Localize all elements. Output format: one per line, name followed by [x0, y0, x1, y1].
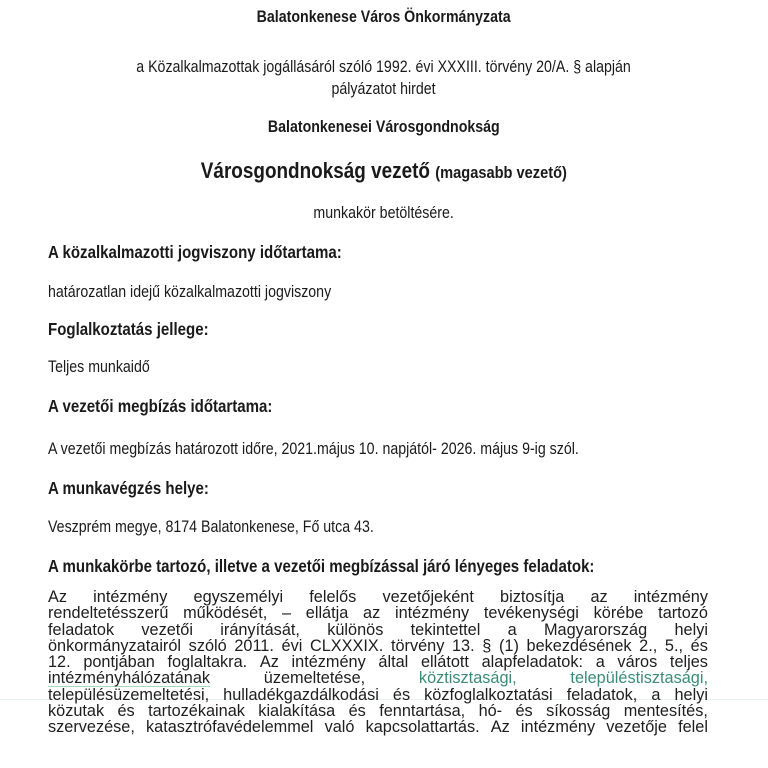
duties-line [48, 670, 708, 686]
section-heading-text: Foglalkoztatás jellege: [48, 319, 209, 339]
duties-word: teljes [669, 653, 708, 672]
duties-word: intézmény [394, 604, 470, 623]
duties-word: közutak [48, 702, 105, 721]
duties-word: foglaltakra. [167, 653, 248, 672]
duties-word: mentesítés, [623, 702, 708, 721]
organization-text: Balatonkenese Város Önkormányzata [257, 8, 511, 26]
section-heading [48, 396, 309, 417]
duties-word: szóló [188, 636, 227, 655]
duties-word: város [617, 653, 658, 672]
duties-word: ellátott [420, 653, 469, 672]
duties-word: és [515, 702, 533, 721]
duties-word: 2011. [234, 636, 274, 655]
duties-word: tekintettel [410, 620, 481, 639]
section-body-text: határozatlan idejű közalkalmazotti jogviszony [48, 283, 332, 301]
section-text [48, 283, 377, 302]
section-heading-text: A vezetői megbízás időtartama: [48, 396, 273, 416]
duties-word: bekezdésének [526, 636, 632, 655]
duties-word: 13. [451, 636, 475, 655]
duties-word: tevékenységi [483, 604, 579, 623]
duties-word: rendeltetésszerű [48, 604, 169, 623]
duties-word: különös [327, 620, 384, 639]
duties-word: szervezése, [48, 718, 135, 737]
position-title [0, 158, 768, 184]
duties-word: kialakítása [258, 702, 336, 721]
duties-word: településtisztasági, [570, 669, 708, 688]
duties-word: irányítását, [220, 620, 300, 639]
duties-word: által [378, 653, 409, 672]
duties-word: hulladékgazdálkodási [223, 685, 379, 704]
section-heading [48, 556, 683, 577]
position-title-text: Városgondnokság vezető [200, 158, 431, 183]
duties-word: körébe [593, 604, 644, 623]
duties-paragraph [48, 589, 708, 736]
duties-word: – [281, 604, 292, 623]
duties-word: üzemeltetése, [263, 669, 366, 688]
duties-word: törvény [390, 636, 445, 655]
institution-text: Balatonkenesei Városgondnokság [268, 118, 500, 136]
position-suffix-text: munkakör betöltésére. [313, 204, 455, 222]
duties-line [48, 589, 708, 605]
position-suffix [0, 204, 768, 223]
duties-word: Az [259, 653, 279, 672]
duties-word: és [117, 702, 135, 721]
section-body-text: A vezetői megbízás határozott időre, 2021.május 10. napjától- 2026. május 9-ig szól. [48, 440, 579, 458]
duties-word: évi [281, 636, 303, 655]
section-text [48, 518, 427, 537]
duties-line [48, 719, 708, 735]
duties-word: köztisztasági, [418, 669, 517, 688]
duties-word: egyszemélyi [193, 588, 284, 606]
organization-name [0, 8, 768, 27]
duties-word: önkormányzatairól [48, 636, 182, 655]
legal-basis-text-2: pályázatot hirdet [331, 80, 437, 98]
duties-word: felelős [309, 588, 357, 606]
duties-word: intézmény [93, 588, 168, 606]
duties-word: a [651, 685, 661, 704]
duties-word: az [363, 604, 381, 623]
duties-line [48, 638, 708, 654]
duties-word: § [482, 636, 492, 655]
legal-basis-text-1: a Közalkalmazottak jogállásáról szóló 1992. évi XXXIII. törvény 20/A. § alapján [136, 58, 632, 76]
duties-word: vezetői [141, 620, 193, 639]
duties-word: tartozó [658, 604, 708, 623]
duties-word: az [590, 588, 608, 606]
section-body-text: Teljes munkaidő [48, 358, 150, 376]
duties-word: intézmény [291, 653, 366, 672]
section-heading [48, 478, 235, 499]
duties-line [48, 703, 708, 719]
section-heading [48, 319, 235, 340]
duties-word: helyi [674, 685, 708, 704]
duties-word: településüzemeltetési, [48, 685, 210, 704]
duties-word: 2., [639, 636, 658, 655]
duties-word: a [507, 620, 517, 639]
duties-word: Magyarország [544, 620, 648, 639]
duties-line [48, 654, 708, 670]
duties-word: és [348, 702, 366, 721]
section-text [48, 358, 166, 377]
duties-word: vezetője [606, 718, 667, 737]
duties-word: biztosítja [500, 588, 565, 606]
duties-line [48, 687, 708, 703]
duties-word: alapfeladatok: [481, 653, 584, 672]
duties-word: intézmény [633, 588, 708, 606]
duties-word: Az [48, 588, 68, 606]
legal-basis-line-1 [0, 58, 768, 77]
section-heading [48, 242, 390, 263]
duties-word: és [392, 685, 411, 704]
section-body-text: Veszprém megye, 8174 Balatonkenese, Fő utca 43. [48, 518, 374, 536]
legal-basis-line-2 [0, 80, 768, 99]
duties-word: felel [678, 718, 708, 737]
duties-word: és [690, 636, 708, 655]
duties-word: vezetőjeként [382, 588, 474, 606]
duties-word: tartozékainak [148, 702, 245, 721]
position-subtitle: (magasabb vezető) [435, 163, 568, 182]
duties-word: CLXXXIX. [309, 636, 384, 655]
duties-word: közfoglalkoztatási [424, 685, 553, 704]
duties-word: helyi [674, 620, 708, 639]
duties-word: síkosság [546, 702, 611, 721]
duties-word: intézmény [520, 718, 596, 737]
duties-word: fenntartása, [379, 702, 466, 721]
duties-word: való [324, 718, 355, 737]
duties-word: intézményhálózatának [48, 669, 211, 688]
duties-word: 12. [48, 653, 71, 672]
section-text [48, 440, 665, 459]
duties-word: feladatok [48, 620, 115, 639]
duties-line [48, 605, 708, 621]
duties-word: ellátja [305, 604, 349, 623]
duties-word: működését, [183, 604, 268, 623]
duties-word: katasztrófavédelemmel [146, 718, 314, 737]
duties-line [48, 622, 708, 638]
institution-name [0, 118, 768, 137]
duties-word: pontjában [83, 653, 155, 672]
duties-word: 5., [664, 636, 684, 655]
duties-word: kapcsolattartás. [365, 718, 480, 737]
duties-word: (1) [498, 636, 519, 655]
duties-word: hó- [478, 702, 503, 721]
duties-word: feladatok, [566, 685, 638, 704]
duties-word: a [595, 653, 605, 672]
duties-word: Az [490, 718, 510, 737]
section-heading-text: A munkavégzés helye: [48, 478, 209, 498]
section-heading-text: A munkakörbe tartozó, illetve a vezetői megbízással járó lényeges feladatok: [48, 556, 595, 576]
section-heading-text: A közalkalmazotti jogviszony időtartama: [48, 242, 342, 262]
